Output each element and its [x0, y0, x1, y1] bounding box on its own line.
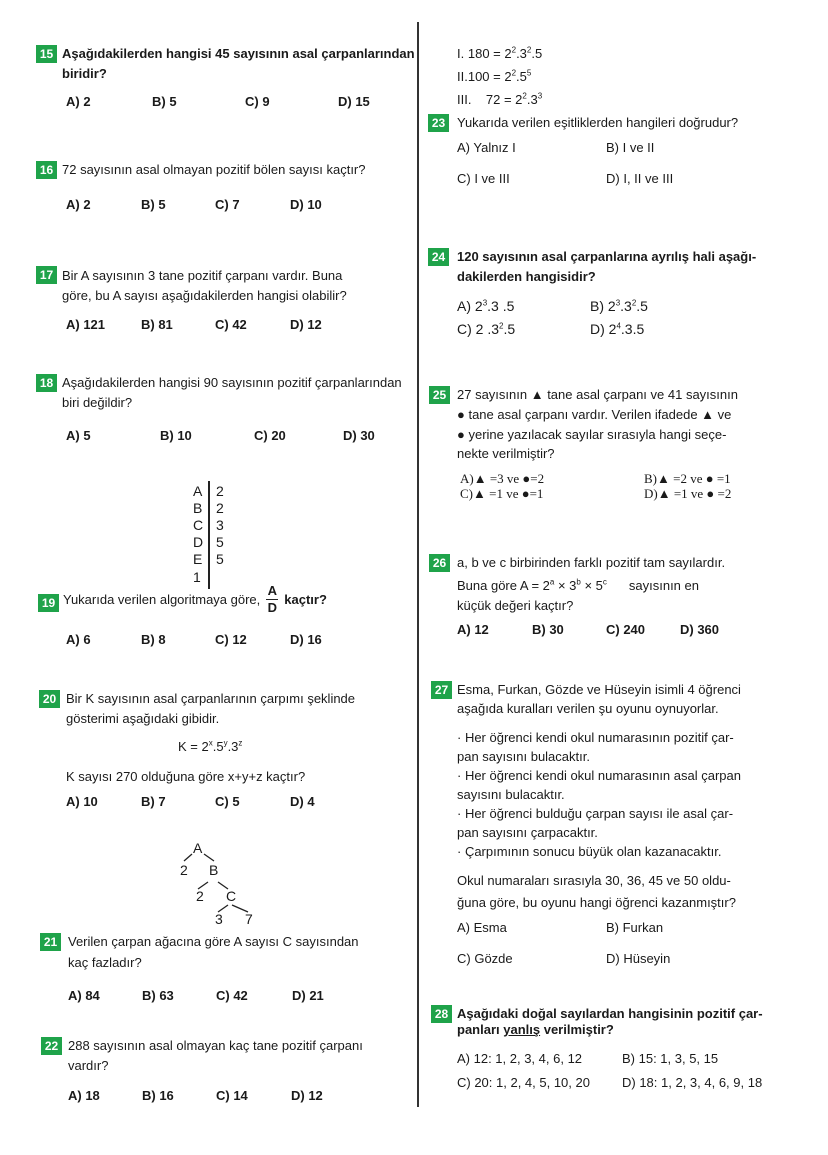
rule-line: · Her öğrenci kendi okul numarasının pozitif çar- — [457, 730, 734, 745]
option-d[interactable]: D) Hüseyin — [606, 951, 671, 966]
algorithm-left-value: E — [193, 551, 203, 567]
tree-node-2: 2 — [196, 888, 204, 904]
question-text-line: kaç fazladır? — [68, 955, 142, 970]
option-b[interactable]: B) 16 — [142, 1088, 174, 1103]
question-text-line: Aşağıdakilerden hangisi 45 sayısının asal çarpanlarından — [62, 46, 415, 61]
algorithm-divisor: 2 — [216, 500, 224, 516]
question-number-badge: 18 — [36, 374, 57, 392]
statement-2: $II.100 = 2^2.5^5$ — [457, 68, 532, 84]
option-a[interactable]: A)▲ =3 ve ●=2 — [460, 471, 545, 486]
option-a[interactable]: A) 18 — [68, 1088, 100, 1103]
question-text-line: nekte verilmiştir? — [457, 446, 555, 461]
rule-line: pan sayısını çarpacaktır. — [457, 825, 598, 840]
option-c[interactable]: C) 12 — [215, 632, 247, 647]
question-text-line: Buna göre $A = 2^a \times 3^b \times 5^c$ sayısının en — [457, 577, 699, 593]
option-a[interactable]: A) 12: 1, 2, 3, 4, 6, 12 — [457, 1051, 583, 1066]
question-text-line — [63, 584, 327, 615]
option-b[interactable]: B) 30 — [532, 622, 564, 637]
question-number-badge: 15 — [36, 45, 57, 63]
option-a[interactable]: A) 84 — [68, 988, 100, 1003]
option-d[interactable]: D) I, II ve III — [606, 171, 674, 186]
option-c[interactable]: C) 42 — [216, 988, 248, 1003]
question-number-badge: 24 — [428, 248, 449, 266]
question-number-badge: 27 — [431, 681, 452, 699]
question-text-line: Aşağıdakilerden hangisi 90 sayısının pozitif çarpanlarından — [62, 375, 402, 390]
option-a[interactable]: A) 10 — [66, 794, 98, 809]
option-b[interactable]: B) I ve II — [606, 140, 655, 155]
question-text-line: 27 sayısının ▲ tane asal çarpanı ve 41 sayısının — [457, 387, 738, 402]
tree-node-b: B — [209, 862, 219, 878]
question-text-line: vardır? — [68, 1058, 109, 1073]
option-d[interactable]: D) 15 — [338, 94, 370, 109]
option-a[interactable]: A) 6 — [66, 632, 91, 647]
algorithm-left-value: 1 — [193, 569, 201, 585]
tree-node-2: 2 — [180, 862, 188, 878]
option-a[interactable]: A) 5 — [66, 428, 91, 443]
question-text-line: biri değildir? — [62, 395, 133, 410]
option-a[interactable]: A) Yalnız I — [457, 140, 516, 155]
question-number-badge: 28 — [431, 1005, 452, 1023]
option-a[interactable]: A) Esma — [457, 920, 507, 935]
option-d[interactable]: D) 12 — [290, 317, 322, 332]
question-text-line: Bir A sayısının 3 tane pozitif çarpanı vardır. Buna — [62, 268, 343, 283]
question-text-line: ● yerine yazılacak sayılar sırasıyla hangi seçe- — [457, 427, 727, 442]
option-c[interactable]: C) 240 — [606, 622, 646, 637]
option-d[interactable]: D) 30 — [343, 428, 375, 443]
question-number-badge: 21 — [40, 933, 61, 951]
algorithm-left-value: A — [193, 483, 203, 499]
rule-line: · Çarpımının sonucu büyük olan kazanacaktır. — [457, 844, 722, 859]
option-c[interactable]: C) I ve III — [457, 171, 510, 186]
question-text-line: 120 sayısının asal çarpanlarına ayrılış hali aşağı- — [457, 249, 757, 264]
column-divider — [417, 22, 419, 1107]
option-b[interactable]: B) 8 — [141, 632, 166, 647]
option-a[interactable]: A) $2^3.3$ .5 — [457, 298, 515, 314]
question-text-line: panları yanlış verilmiştir? — [457, 1022, 614, 1037]
question-number-badge: 20 — [39, 690, 60, 708]
rule-line: pan sayısını bulacaktır. — [457, 749, 590, 764]
algorithm-divisor: 5 — [216, 551, 224, 567]
option-b[interactable]: B) 7 — [141, 794, 166, 809]
emphasis-wrong: yanlış — [503, 1022, 541, 1037]
option-b[interactable]: B)▲ =2 ve ● =1 — [644, 471, 731, 486]
algorithm-left-value: C — [193, 517, 204, 533]
option-c[interactable]: C) 20 — [254, 428, 286, 443]
fraction-denominator: D — [267, 600, 277, 615]
fraction-a-over-d — [266, 584, 278, 615]
fraction-numerator: A — [267, 583, 277, 598]
option-d[interactable]: D) 21 — [292, 988, 324, 1003]
question-text-line: ● tane asal çarpanı vardır. Verilen ifadede ▲ ve — [457, 407, 732, 422]
question-text: kaçtır? — [284, 591, 327, 607]
question-text-line: aşağıda kuralları verilen şu oyunu oynuyorlar. — [457, 701, 719, 716]
tree-node-a: A — [193, 840, 203, 856]
option-b[interactable]: B) 15: 1, 3, 5, 15 — [622, 1051, 719, 1066]
question-text-line: Esma, Furkan, Gözde ve Hüseyin isimli 4 öğrenci — [457, 682, 741, 697]
option-d[interactable]: D) 360 — [680, 622, 720, 637]
option-c[interactable]: C) 42 — [215, 317, 247, 332]
algorithm-left-value: D — [193, 534, 204, 550]
option-b[interactable]: B) Furkan — [606, 920, 664, 935]
factor-tree — [170, 838, 270, 928]
algorithm-divisor: 3 — [216, 517, 224, 533]
option-b[interactable]: B) 63 — [142, 988, 174, 1003]
option-c[interactable]: C) 20: 1, 2, 4, 5, 10, 20 — [457, 1075, 590, 1090]
tree-node-c: C — [226, 888, 237, 904]
option-c[interactable]: C) 2 $.3^2.5$ — [457, 321, 516, 337]
algorithm-divisor: 5 — [216, 534, 224, 550]
question-text: Yukarıda verilen algoritmaya göre, — [63, 591, 261, 607]
algorithm-left-value: B — [193, 500, 203, 516]
rule-line: sayısını bulacaktır. — [457, 787, 565, 802]
question-number-badge: 19 — [38, 594, 59, 612]
statement-3: III. $72 = 2^2.3^3$ — [457, 91, 543, 107]
option-b[interactable]: B) 5 — [141, 197, 166, 212]
rule-line: · Her öğrenci kendi okul numarasının asal çarpan — [457, 768, 741, 783]
question-number-badge: 23 — [428, 114, 449, 132]
question-text-line: küçük değeri kaçtır? — [457, 598, 574, 613]
rule-line: · Her öğrenci bulduğu çarpan sayısı ile asal çar- — [457, 806, 734, 821]
statement-1: I. $180 = 2^2.3^2.5$ — [457, 45, 543, 61]
question-number-badge: 26 — [429, 554, 450, 572]
question-text-line: Bir K sayısının asal çarpanlarının çarpımı şeklinde — [66, 691, 356, 706]
option-c[interactable]: C) Gözde — [457, 951, 513, 966]
question-number-badge: 17 — [36, 266, 57, 284]
option-c[interactable]: C)▲ =1 ve ●=1 — [460, 486, 544, 501]
question-text-line: göre, bu A sayısı aşağıdakilerden hangisi olabilir? — [62, 288, 347, 303]
option-d[interactable]: D) 10 — [290, 197, 322, 212]
option-d[interactable]: D) 12 — [291, 1088, 323, 1103]
option-b[interactable]: B) 10 — [160, 428, 192, 443]
question-text-line: 72 sayısının asal olmayan pozitif bölen sayısı kaçtır? — [62, 162, 366, 177]
tree-node-3: 3 — [215, 911, 223, 927]
question-text-line: gösterimi aşağıdaki gibidir. — [66, 711, 220, 726]
question-text-line: biridir? — [62, 66, 107, 81]
option-c[interactable]: C) 7 — [215, 197, 240, 212]
option-d[interactable]: D)▲ =1 ve ● =2 — [644, 486, 732, 501]
option-b[interactable]: B) $2^3.3^2.5$ — [590, 298, 648, 314]
option-a[interactable]: A) 2 — [66, 197, 91, 212]
option-d[interactable]: D) 4 — [290, 794, 315, 809]
question-text-line: 288 sayısının asal olmayan kaç tane pozitif çarpanı — [68, 1038, 363, 1053]
question-text-line: a, b ve c birbirinden farklı pozitif tam sayılardır. — [457, 555, 726, 570]
question-text-line: dakilerden hangisidir? — [457, 269, 596, 284]
question-number-badge: 25 — [429, 386, 450, 404]
algorithm-divider-line — [208, 481, 210, 589]
question-text-line: Verilen çarpan ağacına göre A sayısı C sayısından — [68, 934, 359, 949]
option-c[interactable]: C) 5 — [215, 794, 240, 809]
option-d[interactable]: D) $2^4.3.5$ — [590, 321, 645, 337]
question-text-line: Yukarıda verilen eşitliklerden hangileri doğrudur? — [457, 115, 739, 130]
question-text-line: K sayısı 270 olduğuna göre x+y+z kaçtır? — [66, 769, 306, 784]
question-text-line: Aşağıdaki doğal sayılardan hangisinin pozitif çar- — [457, 1006, 763, 1021]
question-number-badge: 22 — [41, 1037, 62, 1055]
algorithm-divisor: 2 — [216, 483, 224, 499]
option-a[interactable]: A) 12 — [457, 622, 489, 637]
option-c[interactable]: C) 14 — [216, 1088, 248, 1103]
option-d[interactable]: D) 16 — [290, 632, 322, 647]
option-c[interactable]: C) 9 — [245, 94, 270, 109]
option-a[interactable]: A) 2 — [66, 94, 91, 109]
question-number-badge: 16 — [36, 161, 57, 179]
formula-k: $K = 2^x.5^y.3^z$ — [178, 738, 243, 754]
option-a[interactable]: A) 121 — [66, 317, 106, 332]
option-d[interactable]: D) 18: 1, 2, 3, 4, 6, 9, 18 — [622, 1075, 763, 1090]
option-b[interactable]: B) 81 — [141, 317, 173, 332]
question-text-line: Okul numaraları sırasıyla 30, 36, 45 ve 50 oldu- — [457, 873, 731, 888]
question-text-line: ğuna göre, bu oyunu hangi öğrenci kazanmıştır? — [457, 895, 736, 910]
option-b[interactable]: B) 5 — [152, 94, 177, 109]
tree-node-7: 7 — [245, 911, 253, 927]
